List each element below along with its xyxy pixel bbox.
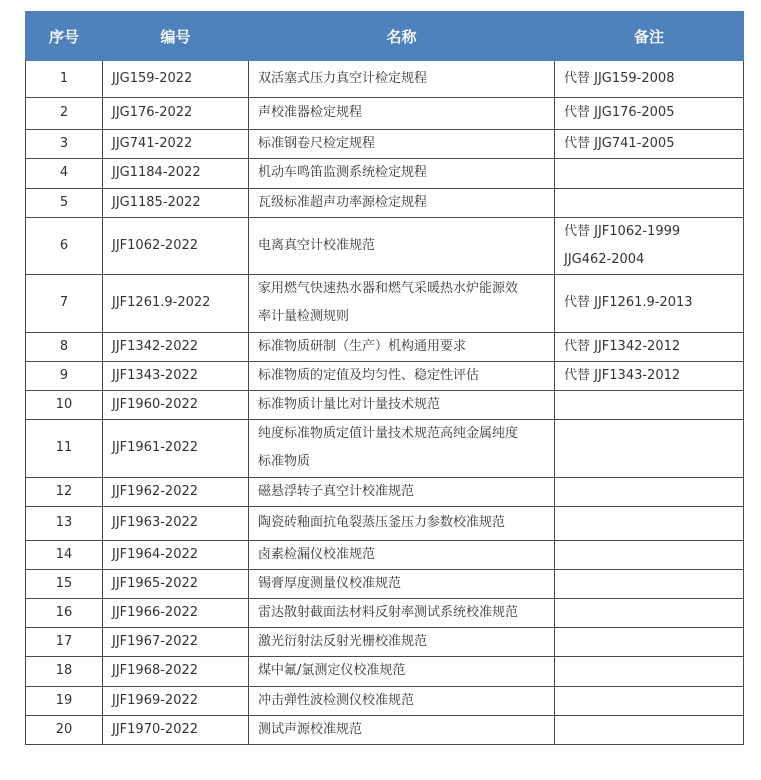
cell-name <box>249 627 555 656</box>
note-line: 代替 JJF1343-2012 <box>564 367 681 383</box>
name-line: 标准物质计量比对计量技术规范 <box>258 396 441 412</box>
cell-name <box>249 477 555 506</box>
cell-code: JJF1968-2022 <box>103 656 249 686</box>
name-line: 电离真空计校准规范 <box>258 237 376 253</box>
note-line: 代替 JJG176-2005 <box>564 105 675 120</box>
table-row <box>26 188 744 217</box>
cell-code: JJF1967-2022 <box>103 627 249 656</box>
table-row <box>26 332 744 361</box>
table-row <box>26 477 744 506</box>
cell-name <box>249 569 555 598</box>
cell-note <box>555 361 744 390</box>
note-line: 代替 JJF1342-2012 <box>564 338 681 354</box>
cell-name <box>249 129 555 158</box>
header-name: 名称 <box>249 11 555 61</box>
cell-serial: 11 <box>26 419 103 477</box>
cell-code: JJF1261.9-2022 <box>103 274 249 332</box>
table-row <box>26 419 744 477</box>
cell-code: JJF1964-2022 <box>103 540 249 569</box>
cell-serial: 16 <box>26 598 103 627</box>
cell-serial: 10 <box>26 390 103 419</box>
name-line: 冲击弹性波检测仪校准规范 <box>258 692 415 708</box>
name-line: 标准钢卷尺检定规程 <box>258 135 376 151</box>
cell-name <box>249 506 555 540</box>
cell-serial: 1 <box>26 61 103 97</box>
name-line: 机动车鸣笛监测系统检定规程 <box>258 165 428 180</box>
cell-note <box>555 627 744 656</box>
name-line: 纯度标准物质定值计量技术规范高纯金属纯度 <box>258 426 519 441</box>
cell-serial: 12 <box>26 477 103 506</box>
cell-note <box>555 61 744 97</box>
name-line: 标准物质的定值及均匀性、稳定性评估 <box>258 367 480 383</box>
note-line: 代替 JJG159-2008 <box>564 70 675 86</box>
note-line: 代替 JJF1261.9-2013 <box>564 295 693 310</box>
header-serial: 序号 <box>26 11 103 61</box>
cell-name <box>249 61 555 97</box>
table-row <box>26 361 744 390</box>
table-row <box>26 569 744 598</box>
cell-code: JJG1185-2022 <box>103 188 249 217</box>
table-row <box>26 656 744 686</box>
cell-code: JJF1960-2022 <box>103 390 249 419</box>
cell-code: JJF1970-2022 <box>103 715 249 744</box>
cell-name <box>249 656 555 686</box>
name-line: 声校准器检定规程 <box>258 105 363 120</box>
table-row <box>26 390 744 419</box>
cell-name <box>249 158 555 188</box>
table-body <box>26 61 744 744</box>
standards-table <box>25 11 744 745</box>
cell-name <box>249 332 555 361</box>
cell-serial: 3 <box>26 129 103 158</box>
header-code: 编号 <box>103 11 249 61</box>
cell-code: JJF1343-2022 <box>103 361 249 390</box>
cell-note <box>555 598 744 627</box>
name-line: 磁悬浮转子真空计校准规范 <box>258 483 415 499</box>
cell-code: JJG176-2022 <box>103 97 249 129</box>
cell-code: JJG741-2022 <box>103 129 249 158</box>
cell-code: JJF1966-2022 <box>103 598 249 627</box>
cell-serial: 20 <box>26 715 103 744</box>
cell-note <box>555 274 744 332</box>
cell-serial: 5 <box>26 188 103 217</box>
cell-note <box>555 97 744 129</box>
table-row <box>26 158 744 188</box>
cell-name <box>249 598 555 627</box>
table-row <box>26 217 744 274</box>
note-line: 代替 JJG741-2005 <box>564 135 675 151</box>
table-row <box>26 540 744 569</box>
cell-note <box>555 419 744 477</box>
table-row <box>26 715 744 744</box>
cell-code: JJF1062-2022 <box>103 217 249 274</box>
table-row <box>26 274 744 332</box>
cell-note <box>555 656 744 686</box>
cell-note <box>555 569 744 598</box>
cell-note <box>555 217 744 274</box>
table-row <box>26 129 744 158</box>
cell-note <box>555 477 744 506</box>
cell-serial: 4 <box>26 158 103 188</box>
cell-code: JJG159-2022 <box>103 61 249 97</box>
table-row <box>26 598 744 627</box>
name-line: 煤中氟/氯测定仪校准规范 <box>258 663 406 678</box>
name-line: 锡膏厚度测量仪校准规范 <box>258 575 402 591</box>
cell-code: JJG1184-2022 <box>103 158 249 188</box>
cell-name <box>249 361 555 390</box>
table-row <box>26 627 744 656</box>
header-note: 备注 <box>555 11 744 61</box>
cell-serial: 9 <box>26 361 103 390</box>
cell-name <box>249 97 555 129</box>
cell-serial: 8 <box>26 332 103 361</box>
cell-note <box>555 390 744 419</box>
cell-serial: 17 <box>26 627 103 656</box>
cell-serial: 18 <box>26 656 103 686</box>
name-line: 激光衍射法反射光栅校准规范 <box>258 633 428 649</box>
cell-serial: 13 <box>26 506 103 540</box>
table-row <box>26 506 744 540</box>
name-line: 雷达散射截面法材料反射率测试系统校准规范 <box>258 604 519 620</box>
name-line: 测试声源校准规范 <box>258 721 363 737</box>
cell-name <box>249 715 555 744</box>
cell-serial: 2 <box>26 97 103 129</box>
cell-name <box>249 217 555 274</box>
cell-note <box>555 686 744 715</box>
cell-name <box>249 274 555 332</box>
cell-code: JJF1963-2022 <box>103 506 249 540</box>
cell-serial: 15 <box>26 569 103 598</box>
cell-serial: 19 <box>26 686 103 715</box>
table-row <box>26 97 744 129</box>
name-line: 家用燃气快速热水器和燃气采暖热水炉能源效 <box>258 281 519 296</box>
note-line: 代替 JJF1062-1999 <box>564 223 681 239</box>
cell-code: JJF1965-2022 <box>103 569 249 598</box>
cell-code: JJF1962-2022 <box>103 477 249 506</box>
cell-code: JJF1342-2022 <box>103 332 249 361</box>
cell-name <box>249 540 555 569</box>
table-row <box>26 61 744 97</box>
cell-serial: 6 <box>26 217 103 274</box>
cell-note <box>555 158 744 188</box>
cell-code: JJF1961-2022 <box>103 419 249 477</box>
cell-note <box>555 540 744 569</box>
table-header-row <box>26 11 744 61</box>
name-line: 标准物质研制（生产）机构通用要求 <box>258 338 467 354</box>
cell-serial: 14 <box>26 540 103 569</box>
name-line: 双活塞式压力真空计检定规程 <box>258 70 428 86</box>
cell-name <box>249 390 555 419</box>
table-row <box>26 686 744 715</box>
name-line: 标准物质 <box>258 454 311 469</box>
note-line: JJG462-2004 <box>564 251 645 267</box>
name-line: 瓦级标准超声功率源检定规程 <box>258 194 428 210</box>
cell-note <box>555 332 744 361</box>
cell-name <box>249 188 555 217</box>
cell-name <box>249 419 555 477</box>
standards-table-container <box>25 11 743 745</box>
cell-code: JJF1969-2022 <box>103 686 249 715</box>
cell-serial: 7 <box>26 274 103 332</box>
name-line: 率计量检测规则 <box>258 309 350 324</box>
cell-note <box>555 715 744 744</box>
name-line: 卤素检漏仪校准规范 <box>258 546 376 562</box>
cell-note <box>555 188 744 217</box>
cell-note <box>555 506 744 540</box>
cell-name <box>249 686 555 715</box>
cell-note <box>555 129 744 158</box>
name-line: 陶瓷砖釉面抗龟裂蒸压釜压力参数校准规范 <box>258 515 506 530</box>
